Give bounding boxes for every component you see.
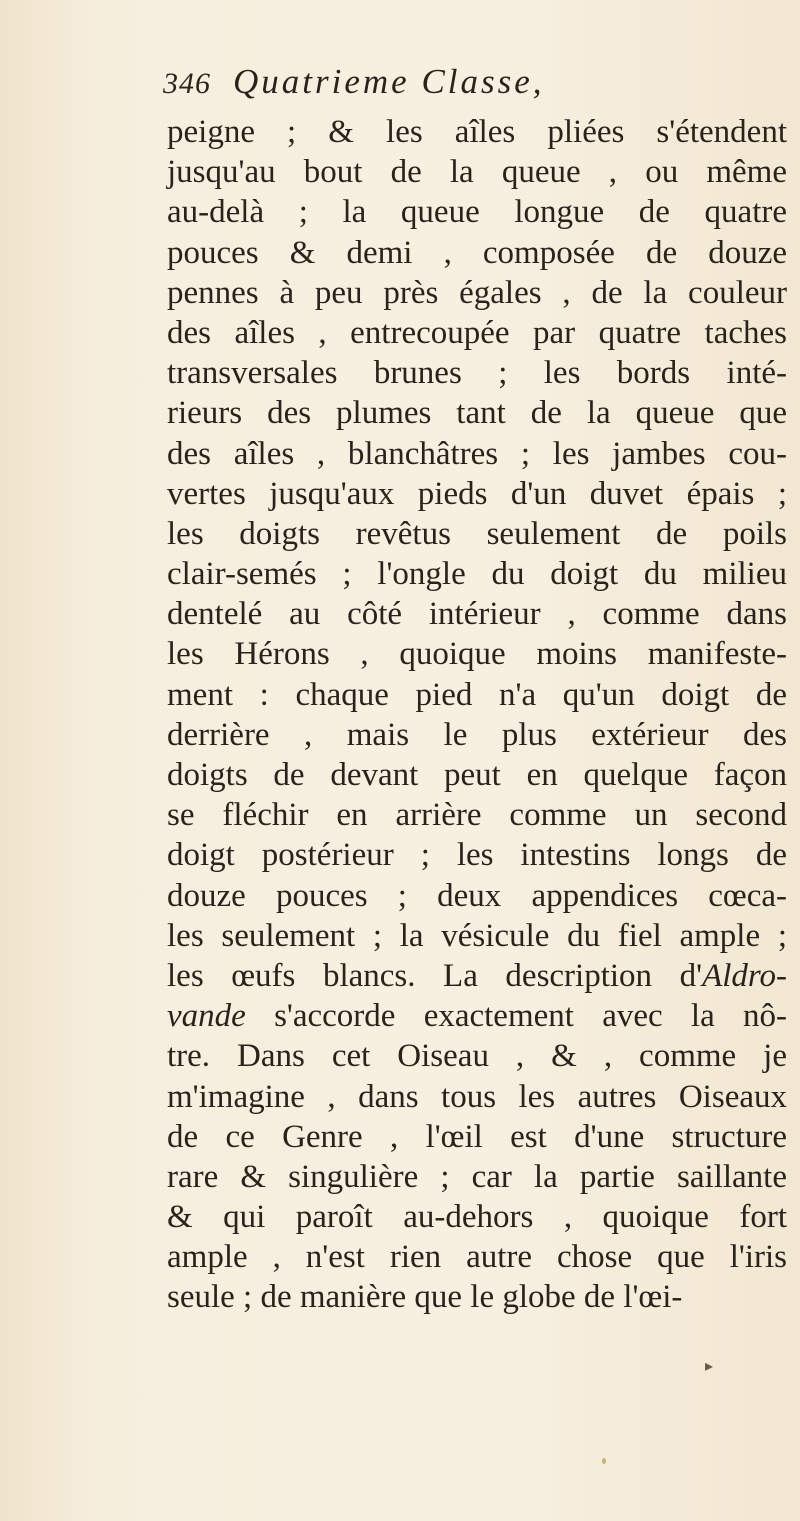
text-line: peigne ; & les aîles pliées s'étendent — [167, 114, 787, 150]
text-line: doigts de devant peut en quelque façon — [167, 757, 787, 793]
text-line: les doigts revêtus seulement de poils — [167, 515, 787, 552]
page-header — [163, 62, 783, 112]
text-line: ment : chaque pied n'a qu'un doigt de — [167, 676, 787, 713]
text-line: rieurs des plumes tant de la queue que — [167, 395, 787, 432]
text-line: au-delà ; la queue longue de quatre — [167, 194, 787, 231]
text-line: m'imagine , dans tous les autres Oiseaux — [167, 1078, 787, 1115]
text-line: se fléchir en arrière comme un second — [167, 797, 787, 834]
text-line: les Hérons , quoique moins manifeste- — [167, 636, 787, 673]
text-line: de ce Genre , l'œil est d'une structure — [167, 1118, 787, 1155]
paper-speck — [602, 1458, 606, 1464]
text-line: dentelé au côté intérieur , comme dans — [167, 596, 787, 633]
text-line: les œufs blancs. La description d'Aldro- — [167, 957, 787, 994]
printer-mark-icon: ▸ — [705, 1358, 714, 1375]
text-line: des aîles , entrecoupée par quatre taches — [167, 314, 787, 351]
body-text — [167, 112, 787, 1318]
text-line: clair-semés ; l'ongle du doigt du milieu — [167, 556, 787, 593]
text-line: tre. Dans cet Oiseau , & , comme je — [167, 1038, 787, 1075]
text-line: des aîles , blanchâtres ; les jambes cou- — [167, 435, 787, 472]
text-line: pennes à peu près égales , de la couleur — [167, 274, 787, 311]
text-line: derrière , mais le plus extérieur des — [167, 716, 787, 753]
text-line: douze pouces ; deux appendices cœca- — [167, 877, 787, 914]
text-line: transversales brunes ; les bords inté- — [167, 355, 787, 392]
text-line: ample , n'est rien autre chose que l'iris — [167, 1239, 787, 1276]
text-line: doigt postérieur ; les intestins longs de — [167, 837, 787, 874]
page-number: 346 — [163, 67, 211, 100]
text-line: vande s'accorde exactement avec la nô- — [167, 998, 787, 1035]
text-line: seule ; de manière que le globe de l'œi- — [167, 1279, 683, 1316]
text-line: jusqu'au bout de la queue , ou même — [167, 154, 787, 191]
text-line: & qui paroît au-dehors , quoique fort — [167, 1199, 787, 1236]
text-line: pouces & demi , composée de douze — [167, 234, 787, 271]
running-head: Quatrieme Classe, — [233, 62, 545, 101]
text-line: vertes jusqu'aux pieds d'un duvet épais ; — [167, 475, 787, 512]
text-line: rare & singulière ; car la partie saillante — [167, 1158, 787, 1195]
text-line: les seulement ; la vésicule du fiel ample ; — [167, 917, 787, 954]
